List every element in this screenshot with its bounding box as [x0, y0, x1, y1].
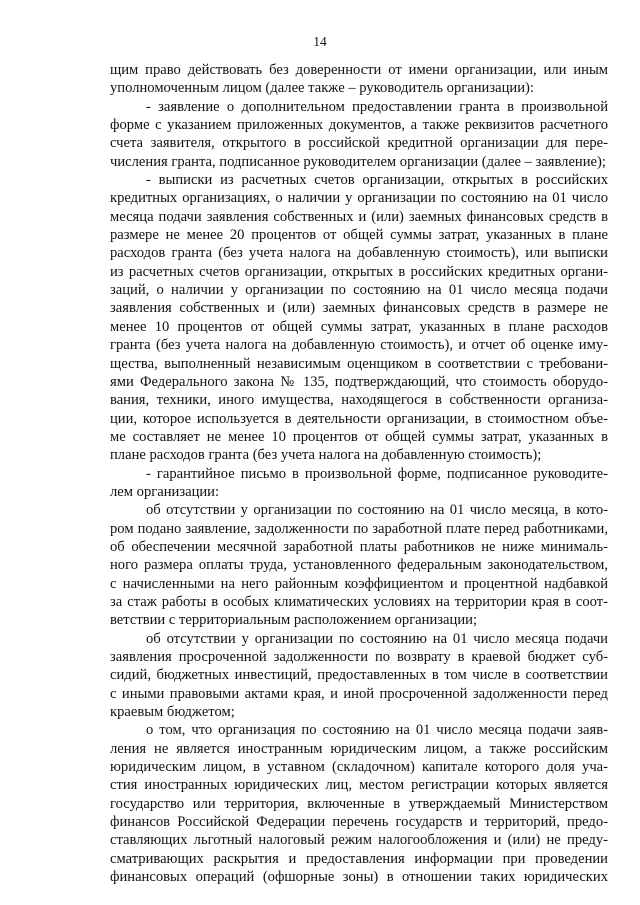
text-line: заявления просроченной задолженности по возврату в краевой бюджет суб- [110, 649, 608, 665]
text-line: краевым бюджетом; [110, 704, 235, 721]
text-line: ме составляет не менее 10 процентов от общей суммы затрат, указанных в [110, 428, 608, 445]
text-line: стия иностранных юридических лиц, местом регистрации которых является [110, 777, 608, 794]
text-line: сидий, бюджетных инвестиций, предоставленных в том числе в соответствии [110, 667, 608, 684]
text-line: лем организации: [110, 483, 220, 500]
text-line: месяца подачи заявления собственных и (или) заемных финансовых средств в [110, 208, 608, 225]
text-line: кредитных организациях, о наличии у организации по состоянию на 01 число [110, 190, 608, 207]
text-line: менее 10 процентов от общей суммы затрат, указанных в плане расходов [110, 318, 608, 335]
text-line: щим право действовать без доверенности от имени организации, или иным [110, 62, 608, 78]
text-line: ления не является иностранным юридическим лицом, а также российским [110, 740, 608, 757]
text-line: ром подано заявление, задолженности по заработной плате перед работниками, [110, 520, 608, 537]
text-line: - заявление о дополнительном предоставлении гранта в произвольной [146, 98, 608, 115]
text-line: из расчетных счетов организации, открытых в российских кредитных органи- [110, 263, 608, 280]
page-number: 14 [313, 34, 327, 49]
text-line: заций, о наличии у организации по состоянию на 01 число месяца подачи [110, 282, 608, 299]
text-line: форме с указанием приложенных документов, а также реквизитов расчетного [110, 117, 608, 134]
text-line: сматривающих раскрытия и предоставления информации при проведении [110, 850, 608, 867]
text-line: вания, техники, иного имущества, находящегося в собственности организа- [110, 392, 608, 409]
text-line: ции, которое используется в деятельности организации, в стоимостном объе- [110, 410, 608, 427]
text-line: об отсутствии у организации по состоянию на 01 число месяца, в кото- [146, 502, 608, 519]
text-line: щества, выполненный независимым оценщиком в соответствии с требовани- [110, 355, 608, 372]
text-line: государство или территория, включенные в утверждаемый Министерством [110, 795, 608, 812]
text-line: финансовых операций (офшорные зоны) в отношении таких юридических [110, 869, 608, 886]
text-line: числения гранта, подписанное руководителем организации (далее – заявление); [110, 153, 606, 170]
text-line: о том, что организация по состоянию на 01 число месяца подачи заяв- [146, 722, 608, 739]
text-line: расходов гранта (без учета налога на добавленную стоимость), или выписки [110, 245, 608, 262]
text-line: об отсутствии у организации по состоянию на 01 число месяца подачи [146, 630, 608, 647]
text-line: заявления собственных и (или) заемных финансовых средств в размере не [110, 300, 608, 317]
text-line: уполномоченным лицом (далее также – руководитель организации): [110, 80, 534, 97]
text-line: счета заявителя, открытого в российской кредитной организации для пере- [110, 135, 608, 152]
text-line: финансов Российской Федерации перечень государств и территорий, предо- [110, 814, 608, 831]
text-line: об обеспечении месячной заработной платы работников не ниже минималь- [110, 538, 608, 555]
text-line: с начисленными на него районным коэффициентом и процентной надбавкой [110, 575, 608, 592]
text-line: - гарантийное письмо в произвольной форме, подписанное руководите- [146, 465, 608, 482]
text-line: юридическим лицом, в уставном (складочном) капитале которого доля уча- [110, 759, 608, 776]
text-line: ного размера оплаты труда, установленного федеральным законодательством, [110, 557, 608, 574]
text-line: гранта (без учета налога на добавленную стоимость), и отчет об оценке иму- [110, 337, 608, 354]
text-line: с иными правовыми актами края, и иной просроченной задолженности перед [110, 685, 608, 702]
text-line: размере не менее 20 процентов от общей суммы затрат, указанных в плане [110, 227, 608, 244]
text-line: ставляющих льготный налоговый режим налогообложения и (или) не преду- [110, 832, 608, 849]
text-line: плане расходов гранта (без учета налога на добавленную стоимость); [110, 447, 542, 464]
document-body [110, 61, 608, 886]
text-line: ями Федерального закона № 135, подтверждающий, что стоимость оборудо- [110, 373, 608, 390]
text-line: за стаж работы в особых климатических условиях на территории края в соот- [110, 593, 608, 610]
text-line: - выписки из расчетных счетов организации, открытых в российских [146, 172, 608, 189]
text-line: ветствии с территориальным расположением организации; [110, 612, 478, 629]
